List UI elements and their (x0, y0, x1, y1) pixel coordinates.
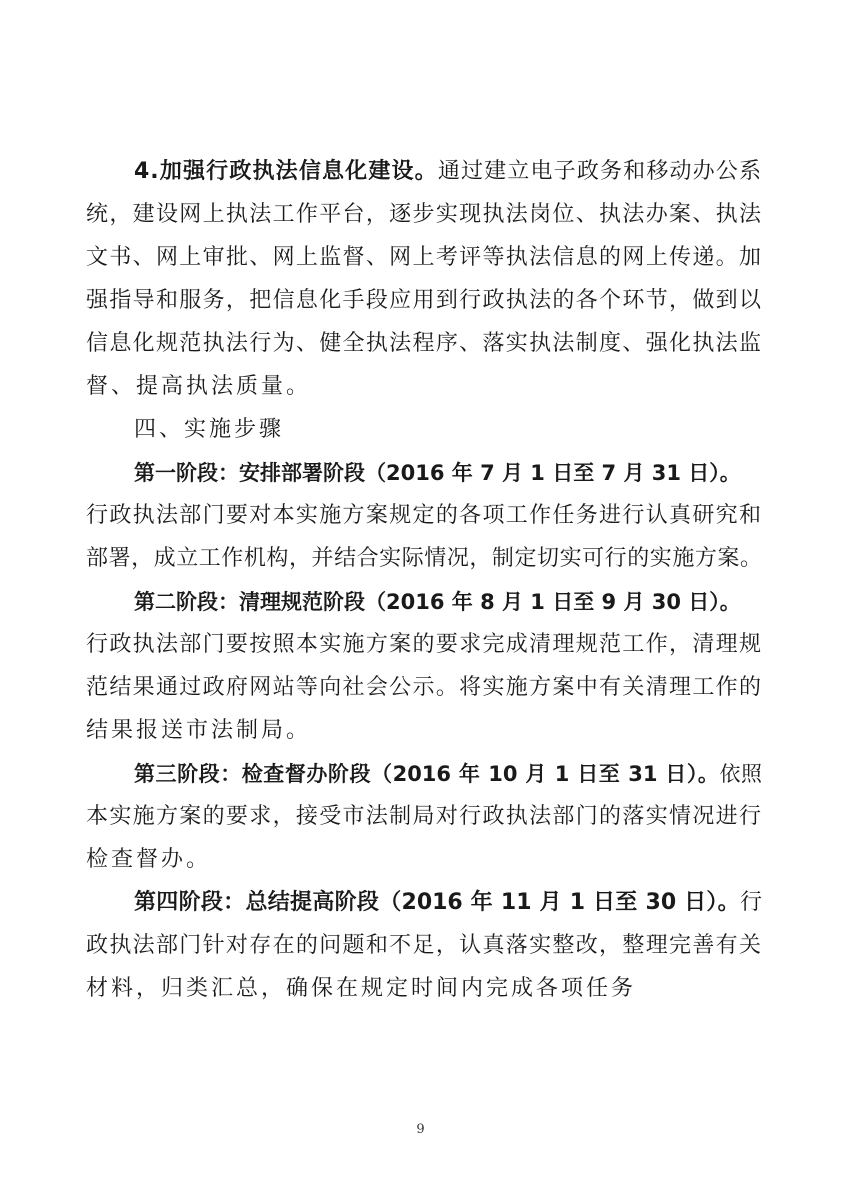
stage4-line-1: 材料，归类汇总，确保在规定时间内完成各项任务 (86, 976, 637, 1001)
item4-first-line (134, 153, 762, 191)
section-title: 四、实施步骤 (134, 417, 285, 442)
stage1-line-1: 部署，成立工作机构，并结合实际情况，制定切实可行的实施方案。 (86, 546, 762, 571)
item4-line-1: 统，建设网上执法工作平台，逐步实现执法岗位、执法办案、执法 (86, 202, 762, 227)
stage4-heading: 第四阶段：总结提高阶段（2016 年 11 月 1 日至 30 日）。 (134, 890, 740, 915)
stage3-tail: 依照 (719, 762, 763, 786)
stage4-first-line (134, 884, 762, 922)
page-number: 9 (416, 1122, 425, 1137)
stage3-line-1: 检查督办。 (86, 847, 212, 872)
stage4-tail: 行 (739, 890, 762, 915)
item4-line-2: 文书、网上审批、网上监督、网上考评等执法信息的网上传递。加 (86, 245, 762, 270)
item4-heading: 4.加强行政执法信息化建设。 (134, 159, 438, 184)
stage1-line-0: 行政执法部门要对本实施方案规定的各项工作任务进行认真研究和 (86, 503, 762, 528)
item4-line-5: 督、提高执法质量。 (86, 374, 312, 399)
stage2-line-2: 结果报送市法制局。 (86, 718, 312, 743)
stage3-line-0: 本实施方案的要求，接受市法制局对行政执法部门的落实情况进行 (86, 804, 762, 829)
stage3-heading: 第三阶段：检查督办阶段（2016 年 10 月 1 日至 31 日）。 (134, 762, 720, 786)
stage1-heading: 第一阶段：安排部署阶段（2016 年 7 月 1 日至 7 月 31 日）。 (134, 461, 741, 485)
item4-line-4: 信息化规范执法行为、健全执法程序、落实执法制度、强化执法监 (86, 331, 762, 356)
item4-line-0: 通过建立电子政务和移动办公系 (437, 159, 762, 184)
stage2-heading: 第二阶段：清理规范阶段（2016 年 8 月 1 日至 9 月 30 日）。 (134, 590, 741, 614)
stage2-line-0: 行政执法部门要按照本实施方案的要求完成清理规范工作，清理规 (86, 632, 762, 657)
stage4-line-0: 政执法部门针对存在的问题和不足，认真落实整改，整理完善有关 (86, 933, 762, 958)
stage3-first-line (134, 755, 762, 793)
item4-line-3: 强指导和服务，把信息化手段应用到行政执法的各个环节，做到以 (86, 288, 762, 313)
stage2-line-1: 范结果通过政府网站等向社会公示。将实施方案中有关清理工作的 (86, 675, 762, 700)
